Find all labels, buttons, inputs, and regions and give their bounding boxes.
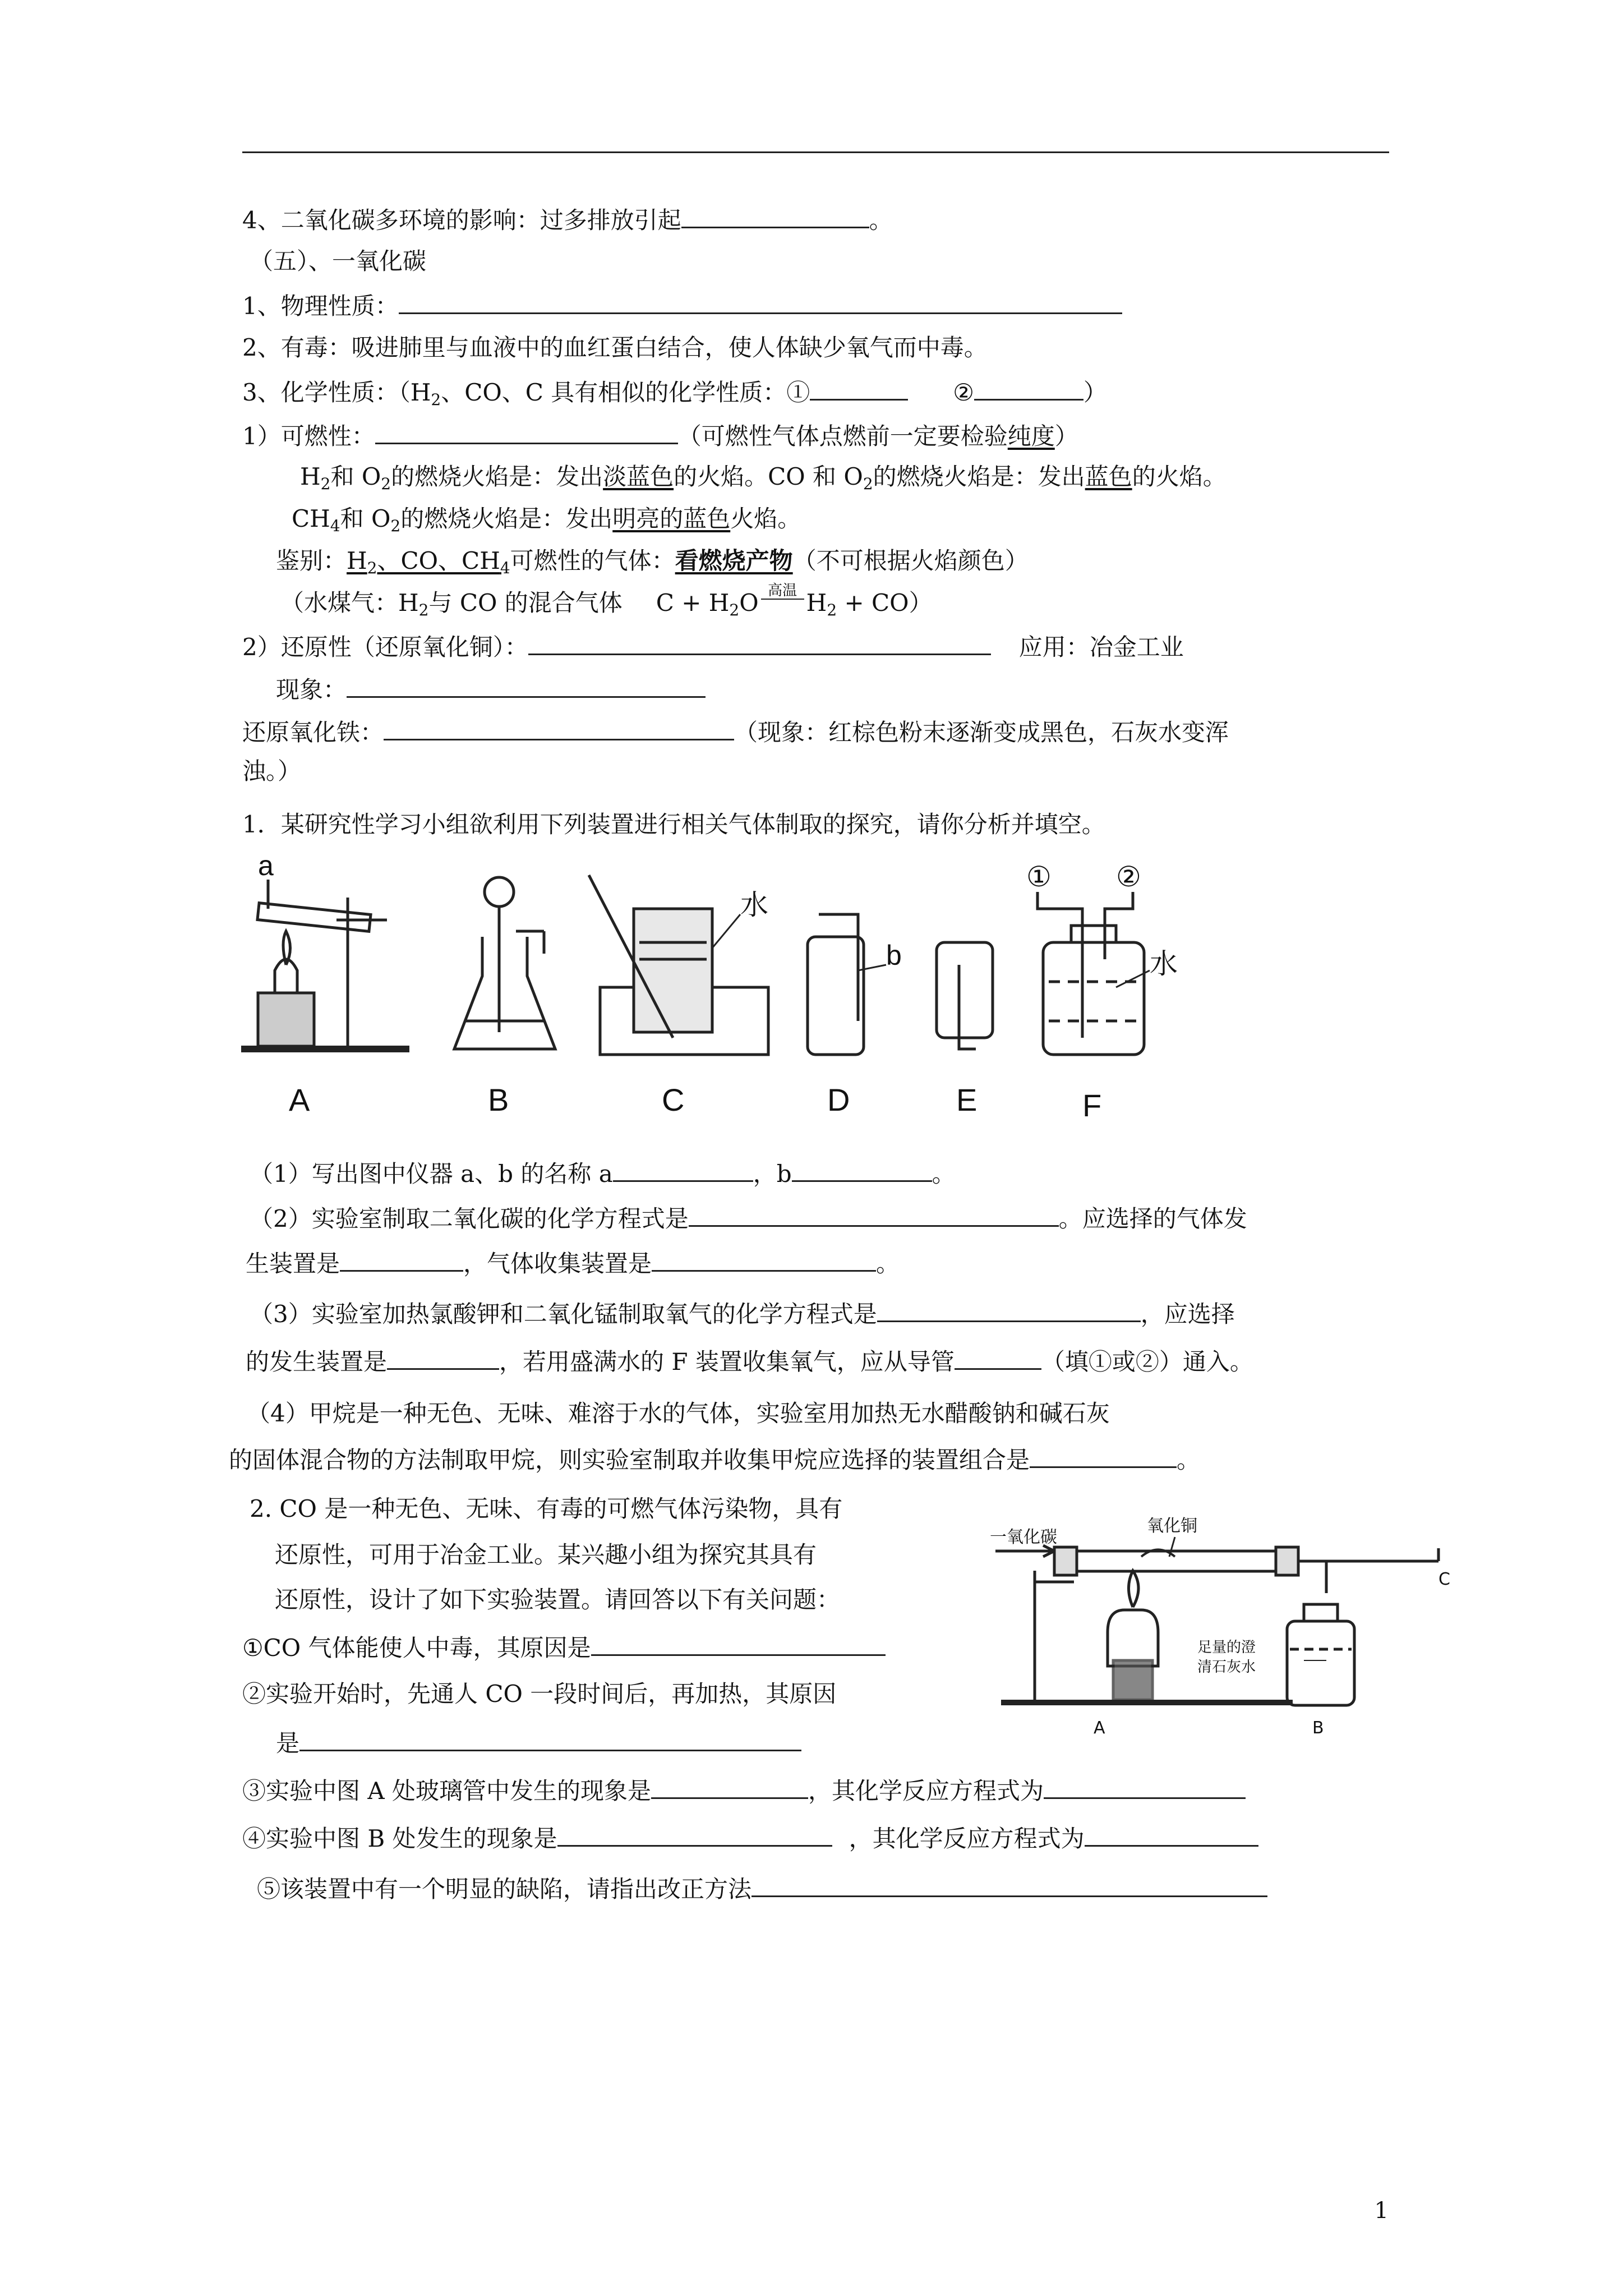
answer-blank[interactable] [792, 1156, 932, 1182]
answer-blank[interactable] [651, 1773, 808, 1799]
toxicity-line: 2、有毒：吸进肺里与血液中的血红蛋白结合，使人体缺少氧气而中毒。 [242, 334, 988, 361]
svg-text:足量的澄: 足量的澄 [1197, 1639, 1256, 1656]
answer-blank[interactable] [375, 418, 678, 444]
label-D: D [827, 1082, 850, 1117]
physical-property-line: 1、物理性质： [242, 288, 1122, 323]
label-B: B [488, 1082, 509, 1117]
answer-blank[interactable] [591, 1630, 886, 1656]
answer-blank[interactable] [557, 1820, 832, 1847]
svg-text:C: C [1438, 1570, 1450, 1589]
answer-blank[interactable] [613, 1156, 753, 1182]
answer-blank[interactable] [528, 629, 991, 655]
q1-part-3-line-2: 的发生装置是 ，若用盛满水的 F 装置收集氧气，应从导管 （填①或②）通入。 [246, 1343, 1253, 1379]
q1-part-4-line-2: 的固体混合物的方法制取甲烷，则实验室制取并收集甲烷应选择的装置组合是 。 [229, 1442, 1200, 1477]
answer-blank[interactable] [689, 1200, 1059, 1227]
page-number: 1 [1374, 2198, 1389, 2224]
q1-part-3-line-1: （3）实验室加热氯酸钾和二氧化锰制取氧气的化学方程式是 ，应选择 [250, 1296, 1235, 1331]
svg-text:氧化铜: 氧化铜 [1147, 1516, 1197, 1536]
identification-line: 鉴别：$H_2$、CO、$CH_4$可燃性的气体：看燃烧产物（不可根据火焰颜色） [276, 547, 1029, 577]
svg-text:b: b [886, 940, 902, 971]
q2-item-4: ④实验中图 B 处发生的现象是 ，其化学反应方程式为 [242, 1820, 1258, 1856]
iron-oxide-line: 还原氧化铁： （现象：红棕色粉末逐渐变成黑色，石灰水变浑 [242, 714, 1229, 749]
answer-blank[interactable] [347, 671, 706, 698]
answer-blank[interactable] [340, 1245, 463, 1272]
reducibility-line: 2）还原性（还原氧化铜）： 应用：冶金工业 [242, 629, 1184, 664]
iron-oxide-line-2: 浊。） [242, 757, 302, 785]
svg-text:②: ② [1116, 861, 1141, 892]
combustibility-line: 1）可燃性： （可燃性气体点燃前一定要检验纯度） [242, 418, 1078, 453]
answer-blank[interactable] [399, 288, 1122, 314]
apparatus-e [937, 942, 993, 1049]
q2-item-1: ①CO 气体能使人中毒，其原因是 [242, 1630, 886, 1665]
svg-text:水: 水 [1150, 948, 1178, 979]
svg-text:a: a [258, 853, 274, 881]
co2-environment-line: 4、二氧化碳多环境的影响：过多排放引起 。 [242, 202, 893, 237]
q2-intro-line-1: 2. CO 是一种无色、无味、有毒的可燃气体污染物，具有 [250, 1495, 843, 1522]
phenomenon-line: 现象： [276, 671, 706, 707]
svg-text:A: A [1094, 1718, 1105, 1738]
q2-item-2-line-1: ②实验开始时，先通人 CO 一段时间后，再加热，其原因 [242, 1680, 837, 1708]
question-1-intro: 1．某研究性学习小组欲利用下列装置进行相关气体制取的探究，请你分析并填空。 [242, 811, 1105, 838]
reaction-condition: 高温 [759, 586, 806, 620]
answer-blank[interactable] [1030, 1442, 1177, 1468]
flame-color-line-2: $CH_4$和 $O_2$的燃烧火焰是：发出明亮的蓝色火焰。 [292, 505, 801, 535]
answer-blank[interactable] [877, 1296, 1141, 1322]
answer-blank[interactable] [387, 1343, 499, 1370]
answer-blank[interactable] [299, 1725, 801, 1751]
answer-blank[interactable] [1044, 1773, 1246, 1799]
header-rule [242, 151, 1389, 153]
q2-item-5: ⑤该装置中有一个明显的缺陷，请指出改正方法 [257, 1871, 1267, 1906]
apparatus-figure [241, 853, 1195, 1122]
chemical-property-line: 3、化学性质：（$H_2$、CO、C 具有相似的化学性质：① ② ） [242, 374, 1107, 409]
svg-text:清石灰水: 清石灰水 [1197, 1659, 1256, 1676]
apparatus-b [454, 877, 555, 1049]
apparatus-a [241, 853, 409, 1049]
label-E: E [956, 1082, 978, 1117]
q1-part-2-line-1: （2）实验室制取二氧化碳的化学方程式是 。应选择的气体发 [250, 1200, 1247, 1236]
answer-blank[interactable] [810, 374, 908, 401]
q2-item-2-line-2: 是 [276, 1725, 801, 1760]
label-F: F [1082, 1088, 1102, 1122]
answer-blank[interactable] [974, 374, 1083, 401]
svg-text:一氧化碳: 一氧化碳 [990, 1527, 1057, 1547]
answer-blank[interactable] [1085, 1820, 1258, 1847]
q1-part-4-line-1: （4）甲烷是一种无色、无味、难溶于水的气体，实验室用加热无水醋酸钠和碱石灰 [247, 1400, 1110, 1427]
svg-text:①: ① [1026, 861, 1052, 892]
co-reduction-figure [990, 1509, 1461, 1739]
q2-item-3: ③实验中图 A 处玻璃管中发生的现象是 ，其化学反应方程式为 [242, 1773, 1246, 1808]
answer-blank[interactable] [955, 1343, 1041, 1370]
label-C: C [662, 1082, 685, 1117]
answer-blank[interactable] [681, 202, 869, 228]
answer-blank[interactable] [652, 1245, 876, 1272]
section-heading-co: （五）、一氧化碳 [250, 247, 427, 275]
q1-part-1: （1）写出图中仪器 a、b 的名称 a ，b 。 [250, 1156, 956, 1191]
water-gas-line: （水煤气：$H_2$与 CO 的混合气体 $C + H_2O$ 高温 $H_2 + CO$） [280, 582, 933, 619]
answer-blank[interactable] [751, 1871, 1267, 1897]
apparatus-c [589, 875, 768, 1055]
svg-text:B: B [1312, 1718, 1324, 1738]
label-A: A [289, 1082, 310, 1117]
apparatus-d [808, 914, 902, 1055]
q2-intro-line-2: 还原性，可用于冶金工业。某兴趣小组为探究其具有 [275, 1541, 817, 1568]
flame-color-line-1: $H_2$和 $O_2$的燃烧火焰是：发出淡蓝色的火焰。CO 和 $O_2$的燃烧火焰是：发出蓝色的火焰。 [300, 463, 1227, 493]
apparatus-f [1026, 861, 1178, 1055]
svg-text:水: 水 [740, 889, 768, 921]
answer-blank[interactable] [384, 714, 734, 740]
q2-intro-line-3: 还原性，设计了如下实验装置。请回答以下有关问题： [275, 1586, 841, 1613]
q1-part-2-line-2: 生装置是 ，气体收集装置是 。 [246, 1245, 900, 1281]
